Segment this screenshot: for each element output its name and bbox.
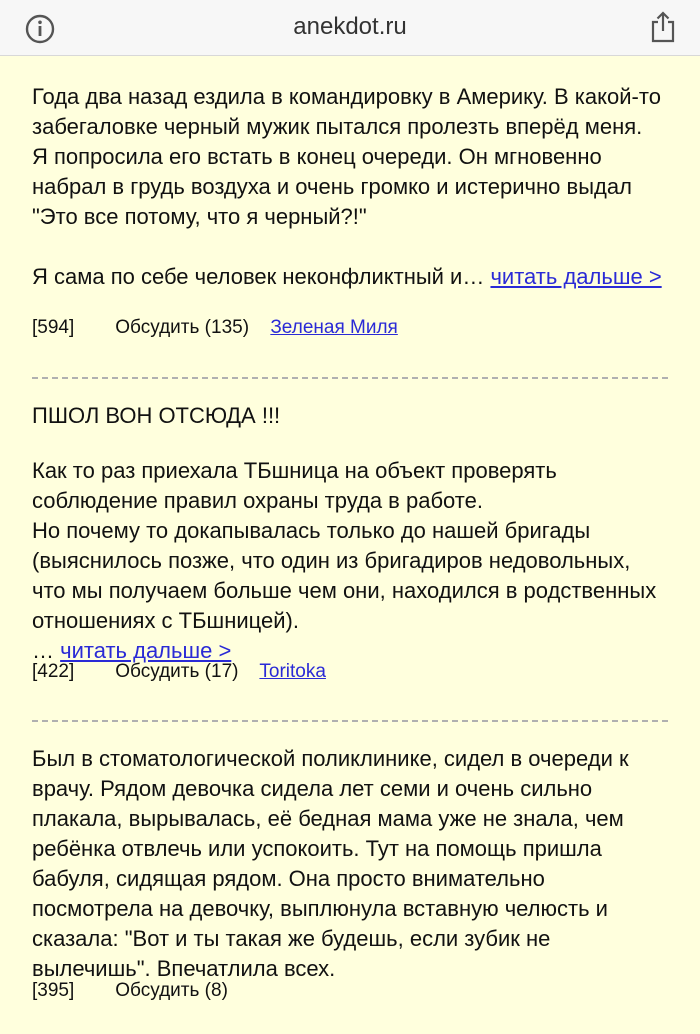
discuss-link[interactable]: Обсудить (135) [115, 317, 250, 338]
discuss-link[interactable]: Обсудить (17) [115, 661, 239, 682]
address-bar[interactable]: anekdot.ru [293, 13, 407, 40]
story-text [32, 456, 662, 666]
story-feed [0, 56, 700, 1034]
discuss-link[interactable]: Обсудить (8) [115, 980, 228, 1001]
story-body: Как то раз приехала ТБшница на объект проверять соблюдение правил охраны труда в работе. Но почему то докапывалась только до нашей бригады (выяснилось позже, что один из бригадиров недовольных, что мы получаем больше чем они, находился в родственных отношениях с ТБшницей). … [32, 458, 657, 663]
vote-count: [422] [32, 661, 75, 682]
author-link[interactable]: Зеленая Миля [270, 317, 398, 338]
share-icon[interactable] [649, 10, 677, 44]
read-more-link[interactable]: читать дальше > [490, 264, 662, 289]
vote-count: [594] [32, 317, 75, 338]
browser-toolbar [0, 0, 700, 56]
story-body: Года два назад ездила в командировку в Америку. В какой-то забегаловке черный мужик пытался пролезть вперёд меня. Я попросила его встать в конец очереди. Он мгновенно набрал в грудь воздуха и очень громко и истерично выдал "Это все потому, что я черный?!" Я сама по себе человек неконфликтный и… [32, 84, 661, 289]
vote-count: [395] [32, 980, 75, 1001]
author-link[interactable]: Toritoka [259, 661, 326, 682]
story-title: ПШОЛ ВОН ОТСЮДА !!! [32, 403, 281, 428]
story-text [32, 82, 662, 292]
read-more-link[interactable]: читать дальше > [60, 638, 232, 663]
story-meta [32, 315, 398, 341]
story-meta [32, 659, 326, 685]
story-text [32, 744, 662, 984]
story-divider [32, 377, 668, 379]
story-meta [32, 978, 244, 1004]
story-divider [32, 720, 668, 722]
story-body: Был в стоматологической поликлинике, сидел в очереди к врачу. Рядом девочка сидела лет семи и очень сильно плакала, вырывалась, её бедная мама уже не знала, чем ребёнка отвлечь или успокоить. Тут на помощь пришла бабуля, сидящая рядом. Она просто внимательно посмотрела на девочку, выплюнула вставную челюсть и сказала: "Вот и ты такая же будешь, если зубик не вылечишь". Впечатлила всех. [32, 746, 635, 981]
